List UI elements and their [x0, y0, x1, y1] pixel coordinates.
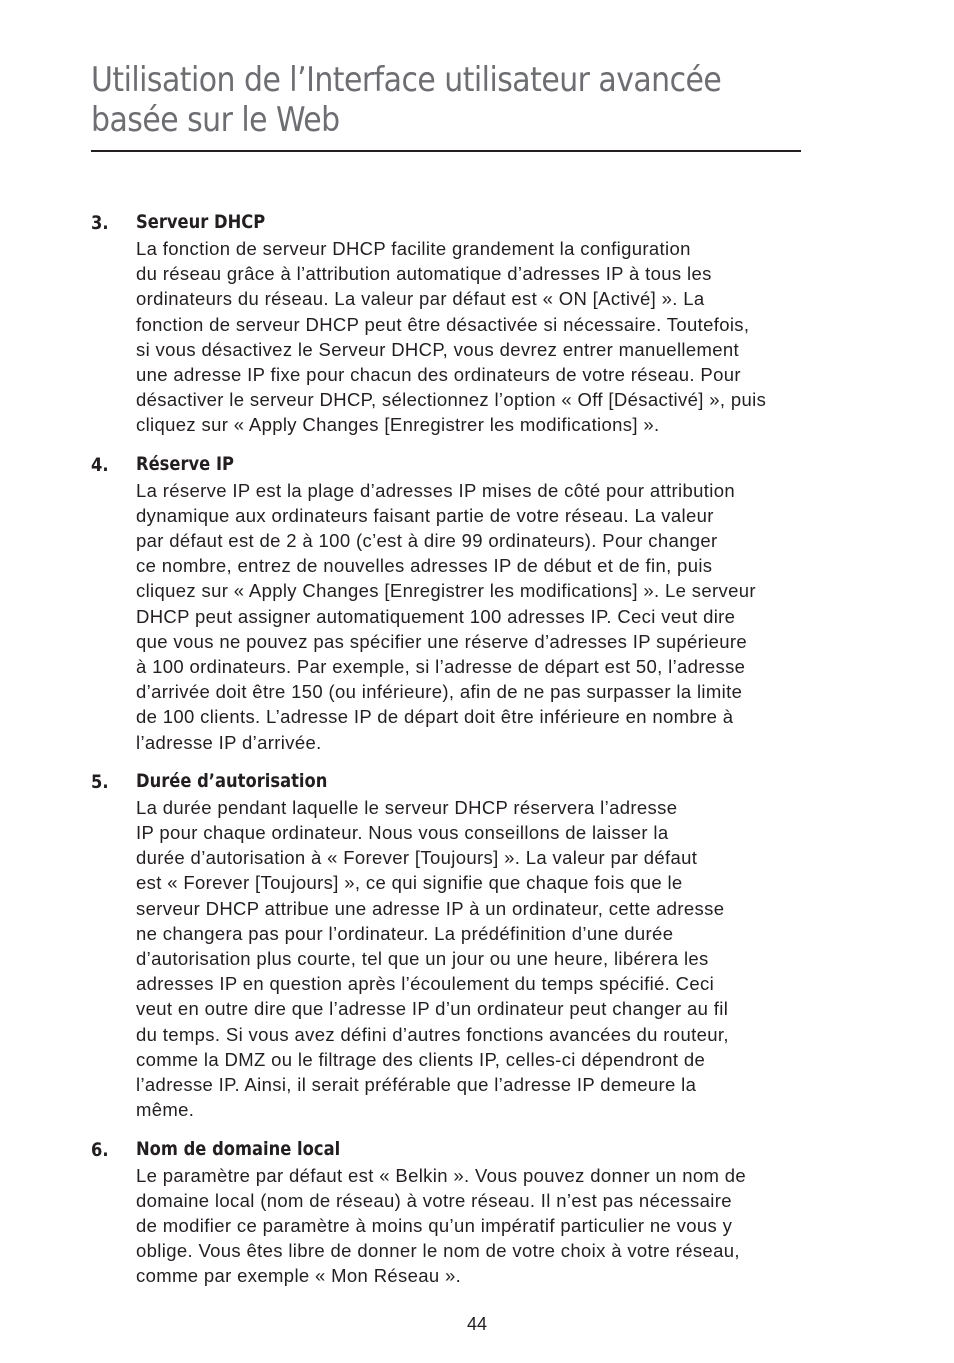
- section-heading: Serveur DHCP: [136, 211, 266, 233]
- page-title-line-2: basée sur le Web: [91, 100, 340, 140]
- section-local-domain-name: [91, 1135, 866, 1289]
- title-divider: [91, 150, 801, 152]
- section-body: La durée pendant laquelle le serveur DHCP réservera l’adresse IP pour chaque ordinateur. Nous vous conseillons de laisser la durée d’autorisation à « Forever [Toujours] ». La valeur par défaut est « Forever [Toujours] », ce qui signifie que chaque fois que le serveur DHCP attribue une adresse IP à un ordinateur, cette adresse ne changera pas pour l’ordinateur. La prédéfinition d’une durée d’autorisation plus courte, tel que un jour ou une heure, libérera les adresses IP en question après l’écoulement du temps spécifié. Ceci veut en outre dire que l’adresse IP d’un ordinateur peut changer au fil du temps. Si vous avez défini d’autres fonctions avancées du routeur, comme la DMZ ou le filtrage des clients IP, celles-ci dépendront de l’adresse IP. Ainsi, il serait préférable que l’adresse IP demeure la même.: [136, 796, 729, 1121]
- section-ip-pool: [91, 450, 866, 755]
- page-header: [91, 60, 801, 140]
- section-body: Le paramètre par défaut est « Belkin ». Vous pouvez donner un nom de domaine local (nom de réseau) à votre réseau. Il n’est pas nécessaire de modifier ce paramètre à moins qu’un impératif particulier ne vous y oblige. Vous êtes libre de donner le nom de votre choix à votre réseau, comme par exemple « Mon Réseau ».: [136, 1164, 747, 1287]
- page-title: [91, 60, 722, 140]
- section-dhcp-server: [91, 208, 866, 438]
- section-lease-time: [91, 767, 866, 1123]
- section-number: 5.: [91, 770, 109, 793]
- section-heading: Durée d’autorisation: [136, 769, 328, 792]
- page-number: 44: [466, 1314, 488, 1334]
- section-body: La fonction de serveur DHCP facilite grandement la configuration du réseau grâce à l’attribution automatique d’adresses IP à tous les ordinateurs du réseau. La valeur par défaut est « ON [Activé] ». La fonction de serveur DHCP peut être désactivée si nécessaire. Toutefois, si vous désactivez le Serveur DHCP, vous devrez entrer manuellement une adresse IP fixe pour chacun des ordinateurs de votre réseau. Pour désactiver le serveur DHCP, sélectionnez l’option « Off [Désactivé] », puis cliquez sur « Apply Changes [Enregistrer les modifications] ».: [136, 238, 767, 436]
- section-number: 3.: [91, 212, 109, 234]
- section-heading: Réserve IP: [136, 452, 235, 475]
- section-number: 6.: [91, 1138, 109, 1161]
- page-title-line-1: Utilisation de l’Interface utilisateur avancée: [91, 60, 722, 100]
- section-number: 4.: [91, 453, 109, 476]
- section-body: La réserve IP est la plage d’adresses IP mises de côté pour attribution dynamique aux ordinateurs faisant partie de votre réseau. La valeur par défaut est de 2 à 100 (c’est à dire 99 ordinateurs). Pour changer ce nombre, entrez de nouvelles adresses IP de début et de fin, puis cliquez sur « Apply Changes [Enregistrer les modifications] ». Le serveur DHCP peut assigner automatiquement 100 adresses IP. Ceci veut dire que vous ne pouvez pas spécifier une réserve d’adresses IP supérieure à 100 ordinateurs. Par exemple, si l’adresse de départ est 50, l’adresse d’arrivée doit être 150 (ou inférieure), afin de ne pas surpasser la limite de 100 clients. L’adresse IP de départ doit être inférieure en nombre à l’adresse IP d’arrivée.: [136, 479, 756, 753]
- section-heading: Nom de domaine local: [136, 1137, 341, 1160]
- main-content: [91, 208, 866, 1301]
